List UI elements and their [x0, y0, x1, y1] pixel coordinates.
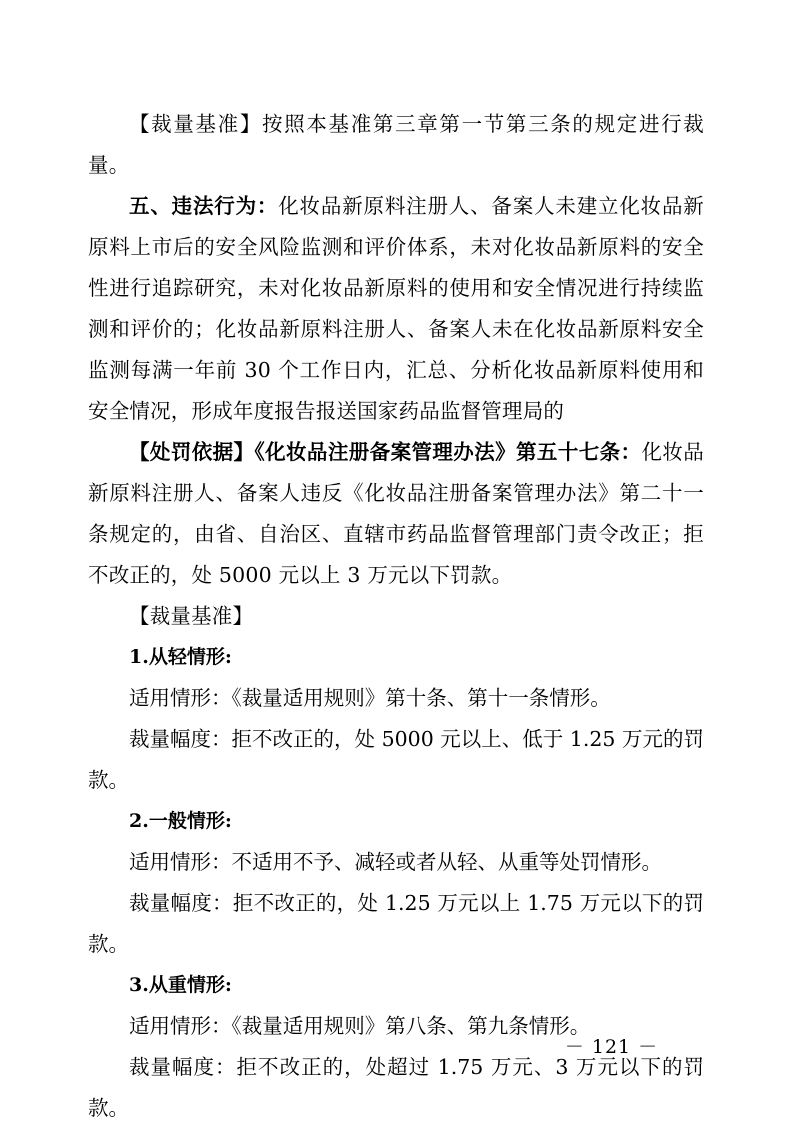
penalty-basis-label: 【处罚依据】《化妆品注册备案管理办法》第五十七条： — [129, 440, 642, 464]
violation-body: 化妆品新原料注册人、备案人未建立化妆品新原料上市后的安全风险监测和评价体系，未对化妆品新原料的安全性进行追踪研究，未对化妆品新原料的使用和安全情况进行持续监测和评价的；化妆品新原料注册人、备案人未在化妆品新原料安全监测每满一年前 30 个工作日内，汇总、分析化妆品新原料使用和安全情况，形成年度报告报送国家药品监督管理局的 — [88, 194, 704, 423]
section-general-heading: 2.一般情形: — [129, 810, 232, 832]
section-aggravated-applicable: 适用情形：《裁量适用规则》第八条、第九条情形。 — [129, 1014, 591, 1038]
section-aggravated-heading: 3.从重情形: — [129, 974, 232, 996]
section-general-range: 裁量幅度：拒不改正的，处 1.25 万元以上 1.75 万元以下的罚款。 — [88, 891, 704, 956]
section-mitigated-heading: 1.从轻情形: — [129, 646, 232, 668]
section-mitigated — [88, 637, 704, 801]
penalty-basis-body: 化妆品新原料注册人、备案人违反《化妆品注册备案管理办法》第二十一条规定的，由省、自治区、直辖市药品监督管理部门责令改正；拒不改正的，处 5000 元以上 3 万元以下罚款。 — [88, 440, 705, 587]
section-mitigated-range: 裁量幅度：拒不改正的，处 5000 元以上、低于 1.25 万元的罚款。 — [88, 727, 704, 792]
paragraph-violation-five — [88, 186, 704, 432]
section-general-applicable: 适用情形：不适用不予、减轻或者从轻、从重等处罚情形。 — [129, 850, 662, 874]
section-mitigated-applicable: 适用情形：《裁量适用规则》第十条、第十一条情形。 — [129, 686, 611, 710]
page-number: － 121 － — [564, 1036, 659, 1058]
violation-label: 五、违法行为： — [129, 194, 279, 218]
page-content — [88, 104, 704, 1122]
page-footer — [0, 1032, 793, 1059]
paragraph-discretion-basis-intro: 【裁量基准】按照本基准第三章第一节第三条的规定进行裁量。 — [88, 112, 704, 177]
section-aggravated-range: 裁量幅度：拒不改正的，处超过 1.75 万元、3 万元以下的罚款。 — [88, 1055, 704, 1120]
section-general — [88, 801, 704, 965]
paragraph-discretion-basis-heading: 【裁量基准】 — [129, 604, 254, 628]
paragraph-penalty-basis — [88, 432, 704, 596]
